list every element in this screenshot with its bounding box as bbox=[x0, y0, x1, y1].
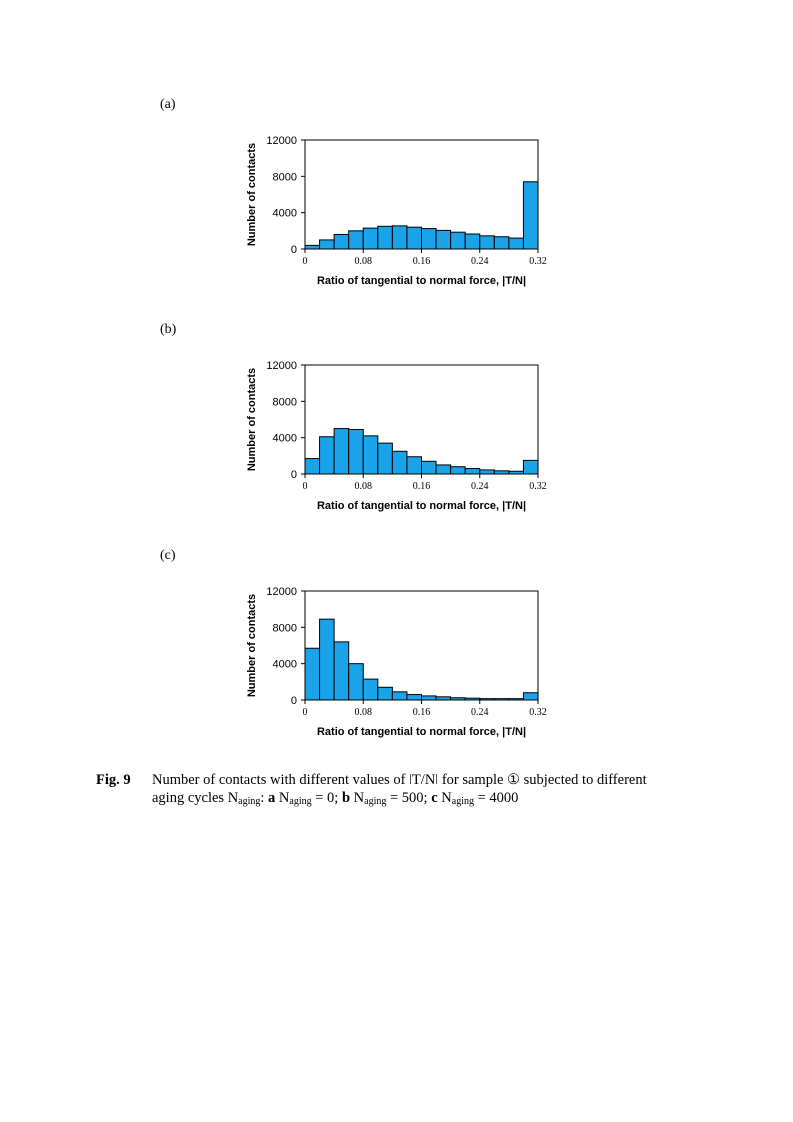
x-tick-label: 0 bbox=[302, 707, 308, 718]
histogram-bar bbox=[392, 692, 407, 700]
panel-letter-a: (a) bbox=[160, 97, 176, 112]
histogram-bar bbox=[494, 237, 509, 249]
histogram-bar bbox=[465, 469, 480, 474]
y-tick-label: 8000 bbox=[272, 396, 297, 409]
x-tick-label: 0.08 bbox=[354, 256, 372, 267]
histogram-bar bbox=[509, 238, 524, 249]
histogram-bar bbox=[305, 459, 320, 474]
x-tick-label: 0.32 bbox=[529, 707, 547, 718]
histogram-bar bbox=[422, 461, 437, 474]
y-axis-label: Number of contacts bbox=[246, 593, 258, 698]
histogram-bar bbox=[392, 226, 407, 249]
histogram-b bbox=[220, 353, 580, 523]
histogram-a bbox=[220, 128, 580, 298]
histogram-bar bbox=[422, 229, 437, 249]
figure-caption bbox=[96, 771, 716, 807]
x-axis-label: Ratio of tangential to normal force, |T/N| bbox=[316, 275, 527, 287]
histogram-bar bbox=[451, 232, 466, 249]
x-tick-label: 0 bbox=[302, 481, 308, 492]
histogram-bar bbox=[334, 234, 349, 249]
histogram-bar bbox=[334, 642, 349, 700]
y-tick-label: 0 bbox=[290, 244, 297, 256]
histogram-bar bbox=[378, 443, 393, 474]
x-tick-label: 0.08 bbox=[354, 707, 372, 718]
histogram-bar bbox=[349, 231, 364, 249]
y-tick-label: 0 bbox=[290, 469, 297, 481]
histogram-bar bbox=[480, 470, 495, 474]
histogram-bar bbox=[465, 234, 480, 249]
y-tick-label: 4000 bbox=[272, 432, 297, 445]
x-tick-label: 0 bbox=[302, 256, 308, 267]
y-axis-label: Number of contacts bbox=[246, 142, 258, 247]
histogram-bar bbox=[349, 664, 364, 700]
x-tick-label: 0.16 bbox=[412, 256, 431, 267]
y-tick-label: 8000 bbox=[272, 622, 297, 635]
caption-line-2: aging cycles $N_{aging}$: a $N_{aging} = 0$; b $N_{aging} = 500$; c $N_{aging} = 4000$ bbox=[152, 790, 519, 807]
histogram-bar bbox=[320, 240, 335, 249]
y-tick-label: 0 bbox=[290, 695, 297, 707]
y-axis-label: Number of contacts bbox=[246, 367, 258, 472]
histogram-bar bbox=[451, 467, 466, 474]
histogram-bar bbox=[349, 429, 364, 474]
x-tick-label: 0.16 bbox=[412, 707, 431, 718]
y-tick-label: 12000 bbox=[266, 135, 297, 147]
histogram-c bbox=[220, 579, 580, 749]
y-tick-label: 12000 bbox=[266, 586, 297, 598]
y-tick-label: 4000 bbox=[272, 207, 297, 220]
x-axis-label: Ratio of tangential to normal force, |T/N| bbox=[316, 500, 527, 512]
x-tick-label: 0.08 bbox=[354, 481, 372, 492]
x-tick-label: 0.32 bbox=[529, 256, 547, 267]
histogram-bar bbox=[523, 693, 538, 700]
histogram-bar bbox=[378, 687, 393, 700]
panel-letter-b: (b) bbox=[160, 322, 177, 337]
histogram-bar bbox=[436, 230, 451, 249]
histogram-bar bbox=[480, 236, 495, 249]
histogram-bar bbox=[392, 451, 407, 474]
histogram-bar bbox=[363, 228, 378, 249]
histogram-bar bbox=[305, 245, 320, 249]
histogram-bar bbox=[407, 227, 422, 249]
histogram-bar bbox=[407, 695, 422, 700]
histogram-bar bbox=[378, 226, 393, 249]
histogram-bar bbox=[363, 679, 378, 700]
x-tick-label: 0.24 bbox=[471, 481, 489, 492]
caption-line-1: Number of contacts with different values of ǀT/Nǀ for sample ① subjected to different bbox=[152, 772, 647, 788]
histogram-bar bbox=[305, 648, 320, 700]
histogram-bar bbox=[363, 436, 378, 474]
x-tick-label: 0.24 bbox=[471, 707, 489, 718]
histogram-bar bbox=[436, 465, 451, 474]
histogram-bar bbox=[407, 457, 422, 474]
histogram-bar bbox=[334, 429, 349, 474]
x-tick-label: 0.16 bbox=[412, 481, 431, 492]
y-tick-label: 12000 bbox=[266, 360, 297, 372]
y-tick-label: 4000 bbox=[272, 658, 297, 671]
x-axis-label: Ratio of tangential to normal force, |T/N| bbox=[316, 726, 527, 738]
x-tick-label: 0.24 bbox=[471, 256, 489, 267]
histogram-bar bbox=[523, 182, 538, 249]
x-tick-label: 0.32 bbox=[529, 481, 547, 492]
histogram-bar bbox=[320, 619, 335, 700]
histogram-bar bbox=[320, 437, 335, 474]
figure-label: Fig. 9 bbox=[96, 772, 131, 788]
histogram-bar bbox=[422, 696, 437, 700]
histogram-bar bbox=[523, 460, 538, 474]
panel-letter-c: (c) bbox=[160, 548, 176, 563]
y-tick-label: 8000 bbox=[272, 171, 297, 184]
